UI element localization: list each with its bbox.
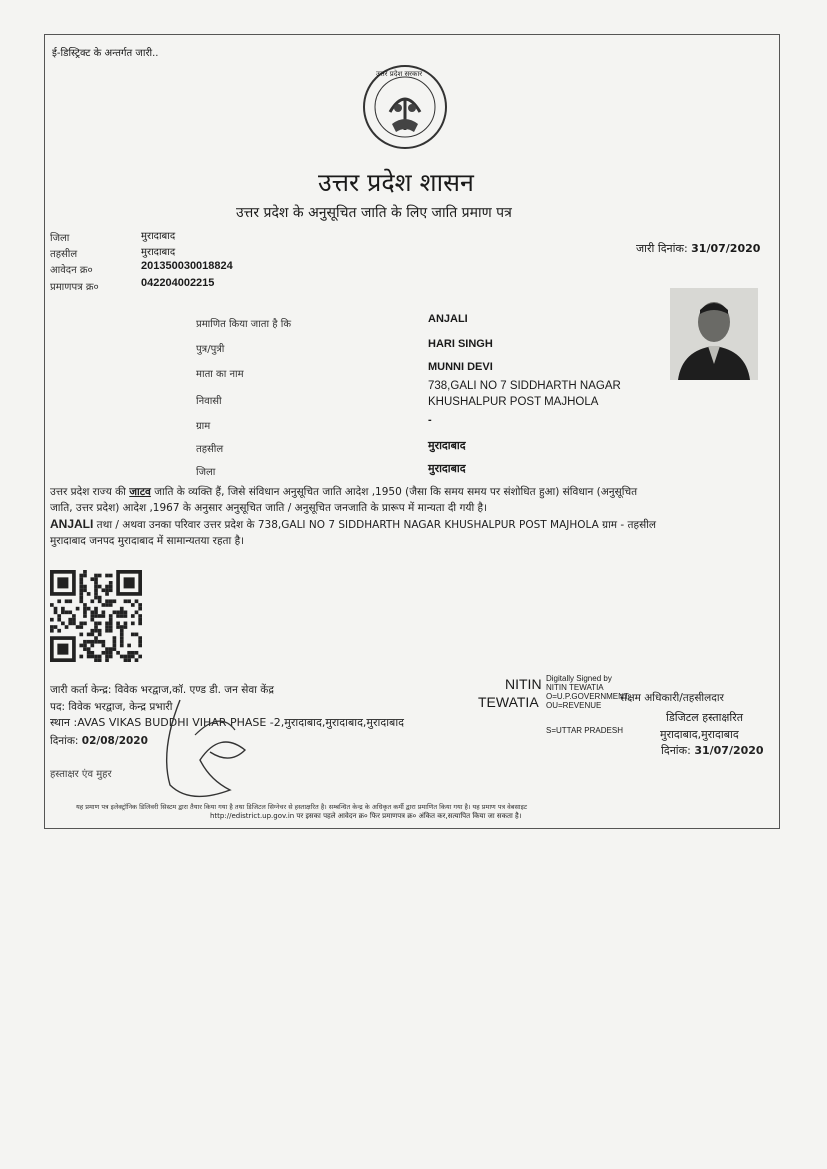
district-label: जिला: [50, 233, 70, 244]
handwritten-signature: [150, 690, 260, 805]
issuer-date: दिनांक: 02/08/2020: [50, 735, 148, 747]
address-line-1: 738,GALI NO 7 SIDDHARTH NAGAR: [428, 380, 621, 392]
application-number: 201350030018824: [141, 260, 233, 272]
village-value: -: [428, 414, 432, 426]
caste-name: जाटव: [129, 486, 151, 498]
officer-designation: सक्षम अधिकारी/तहसीलदार: [620, 692, 724, 704]
mother-name: MUNNI DEVI: [428, 361, 493, 373]
detail-label-district: जिला: [196, 467, 216, 478]
detail-label-parent: पुत्र/पुत्री: [196, 344, 225, 355]
applicant-name: ANJALI: [428, 313, 468, 325]
issue-date: [636, 241, 760, 256]
tehsil-label: तहसील: [50, 249, 78, 260]
address: [428, 378, 621, 410]
emblem-text: उत्तर प्रदेश सरकार: [376, 70, 423, 78]
detail-label-mother: माता का नाम: [196, 369, 244, 380]
tehsil-detail-value: मुरादाबाद: [428, 440, 466, 452]
digital-sign-name-2: TEWATIA: [478, 694, 539, 710]
certificate-paragraph: उत्तर प्रदेश राज्य की जाटव जाति के व्यक्ति हैं, जिसे संविधान अनुसूचित जाति आदेश ,1950 (जैसा कि समय समय पर संशोधित हुआ) संविधान (अनुसूचित जाति, उत्तर प्रदेश) आदेश ,1967 के अनुसार अनुसूचित जाति / अनुसूचित जनजाति के प्रारूप में मान्यता दी गयी है। ANJALI तथा / अथवा उनका परिवार उत्तर प्रदेश के 738,GALI NO 7 SIDDHARTH NAGAR KHUSHALPUR POST MAJHOLA ग्राम - तहसील मुरादाबाद जनपद मुरादाबाद में सामान्यतया रहता है।: [50, 486, 657, 547]
officer-place: मुरादाबाद,मुरादाबाद: [660, 728, 739, 741]
certificate-label: प्रमाणपत्र क्र०: [50, 282, 99, 293]
paragraph-name: ANJALI: [50, 517, 94, 531]
page-title: उत्तर प्रदेश शासन: [318, 168, 474, 197]
district-value: मुरादाबाद: [141, 231, 176, 242]
detail-label-certify: प्रमाणित किया जाता है कि: [196, 319, 292, 330]
issuer-centre: जारी कर्ता केन्द्र: विवेक भरद्वाज,कॉ. एण्ड डी. जन सेवा केंद्र: [50, 684, 274, 696]
district-detail-value: मुरादाबाद: [428, 463, 466, 475]
officer-digital-sig: डिजिटल हस्ताक्षरित: [666, 711, 743, 724]
address-line-2: KHUSHALPUR POST MAJHOLA: [428, 396, 599, 408]
digital-sign-state: S=UTTAR PRADESH: [546, 726, 623, 735]
officer-date: दिनांक: 31/07/2020: [661, 744, 764, 757]
digital-sign-details: Digitally Signed by NITIN TEWATIA O=U.P.GOVERNMENT, OU=REVENUE: [546, 674, 631, 710]
tehsil-value: मुरादाबाद: [141, 247, 176, 258]
detail-label-tehsil: तहसील: [196, 444, 224, 455]
page-subtitle: उत्तर प्रदेश के अनुसूचित जाति के लिए जाति प्रमाण पत्र: [236, 205, 512, 221]
seal-label: हस्ताक्षर एंव मुहर: [50, 769, 112, 780]
footer-note: यह प्रमाण पत्र इलेक्ट्रॉनिक डिलिवरी सिस्टम द्वारा तैयार किया गया है तथा डिजिटल सिग्नेचर से हस्ताक्षरित है। सम्बन्धित केन्द्र के अधिकृत कर्मी द्वारा प्रमाणित किया गया है। यह प्रमाण पत्र वेबसाइट: [76, 803, 528, 811]
detail-label-resident: निवासी: [196, 396, 222, 407]
digital-sign-name-1: NITIN: [505, 676, 542, 692]
application-label: आवेदन क्र०: [50, 265, 93, 276]
applicant-photo: [670, 288, 758, 380]
issue-date-value: 31/07/2020: [691, 242, 761, 255]
issuer-place: स्थान :AVAS VIKAS BUDDHI VIHAR PHASE -2,मुरादाबाद,मुरादाबाद,मुरादाबाद: [50, 716, 405, 729]
issue-date-label: जारी दिनांक:: [636, 242, 688, 255]
footer-verify: http://edistrict.up.gov.in पर इसका पहले आवेदन क्र० फिर प्रमाणपत्र क्र० अंकित कर,सत्यापित किया जा सकता है।: [210, 812, 522, 820]
qr-code: [50, 570, 142, 662]
detail-label-village: ग्राम: [196, 421, 211, 432]
edistrict-note: ई-डिस्ट्रिक्ट के अन्तर्गत जारी..: [52, 48, 159, 59]
father-name: HARI SINGH: [428, 338, 493, 350]
certificate-number: 042204002215: [141, 277, 215, 289]
issuer-post: पद: विवेक भरद्वाज, केन्द्र प्रभारी: [50, 701, 173, 713]
